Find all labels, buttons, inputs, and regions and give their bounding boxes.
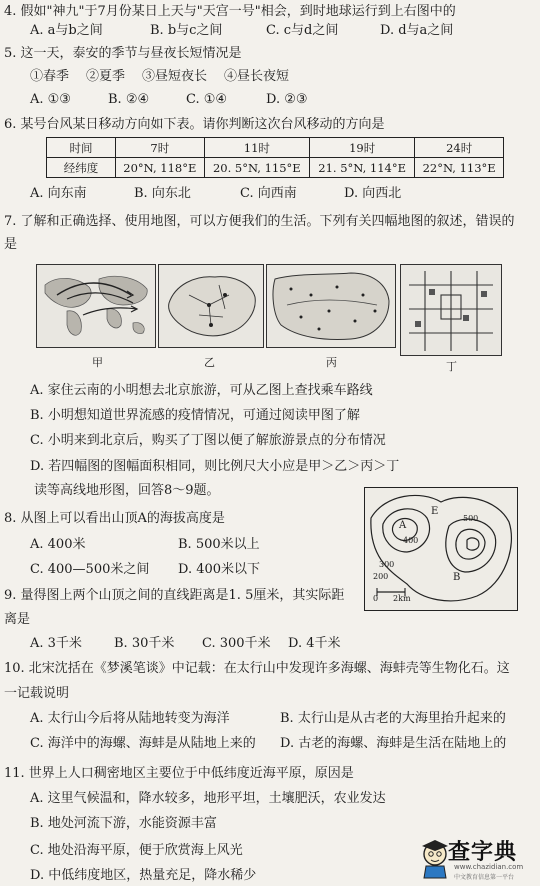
q5-option-a: A. ①③: [30, 92, 71, 107]
q9-option-b: B. 30千米: [114, 636, 175, 651]
contour-label-a: A: [399, 520, 407, 531]
contour-label-500: 500: [463, 514, 479, 523]
map-ding: [400, 264, 502, 356]
q6-option-b: B. 向东北: [134, 186, 191, 201]
watermark-url: www.chazidian.com: [454, 863, 524, 871]
q9-option-a: A. 3千米: [30, 636, 82, 651]
contour-label-400: 400: [403, 536, 419, 545]
map-yi: [158, 264, 264, 348]
contour-map-image: [365, 488, 517, 610]
q5-item-4: ④昼长夜短: [224, 69, 290, 84]
q4-stem: 4. 假如"神九"于7月份某日上天与"天宫一号"相会，到时地球运行到上右图中的: [4, 4, 456, 19]
q8-option-d: D. 400米以下: [178, 562, 261, 577]
q5-item-3: ③昼短夜长: [142, 69, 208, 84]
q11-stem: 11. 世界上人口稠密地区主要位于中低纬度近海平原，原因是: [4, 766, 354, 781]
q10-stem-line1: 10. 北宋沈括在《梦溪笔谈》中记载：在太行山中发现许多海螺、海蚌壳等生物化石。这: [4, 661, 510, 676]
q5-item-2: ②夏季: [86, 69, 126, 84]
q7-option-c: C. 小明来到北京后，购买了丁图以便了解旅游景点的分布情况: [30, 433, 386, 448]
world-map-image: [37, 265, 155, 347]
map-label-bing: 丙: [326, 356, 337, 369]
watermark-title: 查字典: [448, 840, 518, 865]
q9-option-c: C. 300千米: [202, 636, 271, 651]
q7-stem-line1: 7. 了解和正确选择、使用地图，可以方便我们的生活。下列有关四幅地图的叙述，错误的: [4, 214, 515, 229]
q5-option-c: C. ①④: [186, 92, 228, 107]
q6-stem: 6. 某号台风某日移动方向如下表。请你判断这次台风移动的方向是: [4, 117, 385, 132]
q7-option-b: B. 小明想知道世界流感的疫情情况，可通过阅读甲图了解: [30, 408, 360, 423]
q4-option-a: A. a与b之间: [30, 23, 103, 38]
q11-option-a: A. 这里气候温和，降水较多，地形平坦，土壤肥沃，农业发达: [30, 791, 386, 806]
q6-option-d: D. 向西北: [344, 186, 402, 201]
q10-option-d: D. 古老的海螺、海蚌是生活在陆地上的: [280, 736, 507, 751]
q8-option-b: B. 500米以上: [178, 537, 260, 552]
table-header-cell: 11时: [204, 138, 309, 158]
q8-option-a: A. 400米: [30, 537, 86, 552]
table-header-cell: 时间: [47, 138, 116, 158]
q11-option-d: D. 中低纬度地区，热量充足，降水稀少: [30, 868, 257, 883]
city-map-image: [401, 265, 501, 355]
map-bing: [266, 264, 396, 348]
q5-option-b: B. ②④: [108, 92, 150, 107]
contour-map: [364, 487, 518, 611]
contour-label-e: E: [431, 506, 439, 517]
q11-option-c: C. 地处沿海平原，便于欣赏海上风光: [30, 843, 243, 858]
scale-zero: 0: [373, 594, 379, 603]
q5-item-1: ①春季: [30, 69, 70, 84]
q4-option-d: D. d与a之间: [380, 23, 454, 38]
china-map-image: [159, 265, 263, 347]
q9-stem-line1: 9. 量得图上两个山顶之间的直线距离是1. 5厘米，其实际距: [4, 588, 345, 603]
typhoon-table: [46, 137, 504, 178]
q9-option-d: D. 4千米: [288, 636, 341, 651]
q9-stem-line2: 离是: [4, 612, 31, 627]
q11-option-b: B. 地处河流下游，水能资源丰富: [30, 816, 217, 831]
q10-option-c: C. 海洋中的海螺、海蚌是从陆地上来的: [30, 736, 256, 751]
q4-option-b: B. b与c之间: [150, 23, 223, 38]
map-label-yi: 乙: [204, 356, 215, 369]
q8-stem: 8. 从图上可以看出山顶A的海拔高度是: [4, 511, 225, 526]
q10-option-b: B. 太行山是从古老的大海里抬升起来的: [280, 711, 506, 726]
watermark-logo: [420, 834, 532, 882]
q5-stem: 5. 这一天，泰安的季节与昼夜长短情况是: [4, 46, 242, 61]
q10-stem-line2: 一记载说明: [4, 686, 70, 701]
q6-option-a: A. 向东南: [30, 186, 87, 201]
table-cell: 21. 5°N, 114°E: [309, 158, 414, 178]
contour-label-b: B: [453, 572, 461, 583]
q7-option-d: D. 若四幅图的图幅面积相同，则比例尺大小应是甲＞乙＞丙＞丁: [30, 459, 400, 474]
contour-label-200: 200: [373, 572, 389, 581]
q5-option-d: D. ②③: [266, 92, 308, 107]
table-header-cell: 19时: [309, 138, 414, 158]
province-map-image: [267, 265, 395, 347]
table-header-cell: 7时: [116, 138, 205, 158]
table-cell: 经纬度: [47, 158, 116, 178]
q7-option-a: A. 家住云南的小明想去北京旅游，可从乙图上查找乘车路线: [30, 383, 373, 398]
map-label-ding: 丁: [446, 360, 457, 373]
mascot-icon: [420, 836, 450, 880]
q6-option-c: C. 向西南: [240, 186, 297, 201]
table-header-row: [47, 138, 504, 158]
q4-option-c: C. c与d之间: [266, 23, 339, 38]
table-cell: 20°N, 118°E: [116, 158, 205, 178]
table-header-cell: 24时: [415, 138, 504, 158]
q8-option-c: C. 400—500米之间: [30, 562, 150, 577]
watermark-tagline: 中文教育信息第一平台: [454, 874, 515, 881]
intro-8-9: 读等高线地形图，回答8～9题。: [34, 483, 220, 498]
table-cell: 20. 5°N, 115°E: [204, 158, 309, 178]
table-row: [47, 158, 504, 178]
table-cell: 22°N, 113°E: [415, 158, 504, 178]
contour-label-300: 300: [379, 560, 395, 569]
scale-label: 2km: [393, 594, 411, 603]
q7-stem-line2: 是: [4, 237, 18, 252]
q10-option-a: A. 太行山今后将从陆地转变为海洋: [30, 711, 230, 726]
map-label-jia: 甲: [92, 356, 103, 369]
map-jia: [36, 264, 156, 348]
